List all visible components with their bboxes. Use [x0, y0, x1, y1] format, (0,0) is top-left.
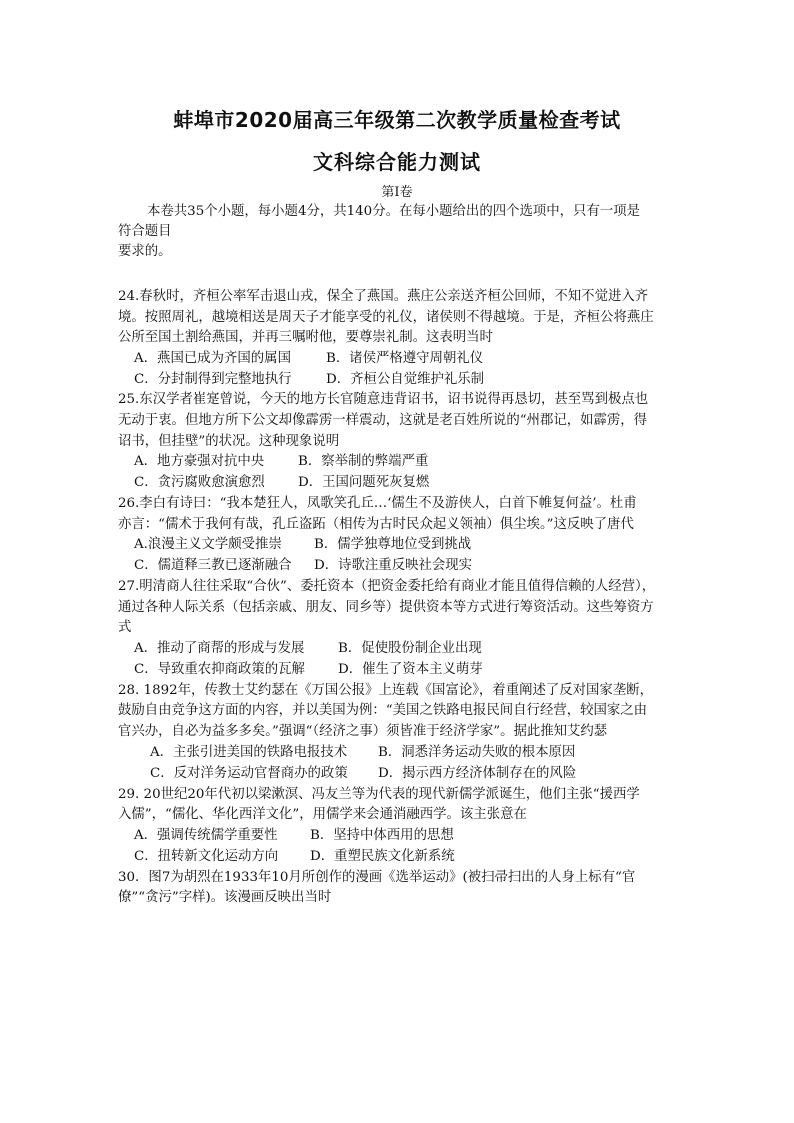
- option-c: C．导致重农抑商政策的瓦解: [134, 662, 305, 677]
- question-30-stem: 30．图7为胡烈在1933年10月所创作的漫画《选举运动》(被扫帚扫出的人身上标有“官: [118, 870, 636, 885]
- option-d: D．重塑民族文化新系统: [310, 849, 455, 864]
- question-24-stem: 24.春秋时，齐桓公率军击退山戎，保全了燕国。燕庄公亲送齐桓公回师，不知不觉进入齐: [118, 289, 649, 304]
- question-28-stem: 28. 1892年，传教士艾约瑟在《万国公报》上连载《国富论》，着重阐述了反对国家垄断，: [118, 683, 653, 698]
- option-d: D．揭示西方经济体制存在的风险: [378, 766, 577, 781]
- question-26-stem: 亦言：“儒术于我何有哉，孔丘盗跖（相传为古时民众起义领袖）俱尘埃。”这反映了唐代: [118, 517, 634, 532]
- question-27-stem: 式: [118, 620, 132, 635]
- question-25-stem: 无动于衷。但地方所下公文却像霹雳一样震动，这就是老百姓所说的“州郡记，如霹雳，得: [118, 413, 648, 428]
- option-c: C．反对洋务运动官督商办的政策: [150, 766, 348, 781]
- option-b: B．促使股份制企业出现: [338, 641, 482, 656]
- instructions-line: 符合题目: [118, 224, 172, 239]
- exam-subtitle: 文科综合能力测试: [313, 150, 481, 174]
- question-25-stem: 诏书，但挂壁”的状况。这种现象说明: [118, 434, 340, 449]
- option-a: A．燕国已成为齐国的属国: [134, 351, 291, 366]
- option-c: C．分封制得到完整地执行: [134, 372, 292, 387]
- option-b: B．儒学独尊地位受到挑战: [314, 537, 472, 552]
- option-a: A.浪漫主义文学颇受推崇: [134, 537, 282, 552]
- question-27-stem: 通过各种人际关系（包括亲戚、朋友、同乡等）提供资本等方式进行筹资活动。这些筹资方: [118, 600, 654, 615]
- option-d: D．催生了资本主义萌芽: [338, 662, 483, 677]
- option-d: D．王国问题死灰复燃: [298, 475, 430, 490]
- question-24-stem: 公所至国土割给燕国，并再三嘱咐他，要尊崇礼制。这表明当时: [118, 330, 493, 345]
- option-d: D．诗歌注重反映社会现实: [314, 558, 473, 573]
- option-b: B．诸侯严格遵守周朝礼仪: [326, 351, 484, 366]
- question-24-stem: 境。按照周礼，越境相送是周天子才能享受的礼仪，诸侯则不得越境。于是，齐桓公将燕庄: [118, 310, 654, 325]
- option-a: A．地方豪强对抗中央: [134, 454, 265, 469]
- option-c: C．贪污腐败愈演愈烈: [134, 475, 265, 490]
- option-c: C．儒道释三教已逐渐融合: [134, 558, 292, 573]
- question-26-stem: 26.李白有诗曰：“我本楚狂人，凤歌笑孔丘…‘儒生不及游侠人，白首下帷复何益’。杜甫: [118, 496, 637, 511]
- instructions-line: 要求的。: [118, 244, 172, 259]
- question-29-stem: 入儒”，“儒化、华化西洋文化”，用儒学来会通消融西学。该主张意在: [118, 807, 527, 822]
- question-29-stem: 29. 20世纪20年代初以梁漱溟、冯友兰等为代表的现代新儒学派诞生，他们主张“援西学: [118, 787, 640, 802]
- instructions-line: 本卷共35个小题，每小题4分，共140分。在每小题给出的四个选项中，只有一项是: [147, 204, 641, 219]
- question-28-stem: 鼓励自由竞争这方面的内容，并以美国为例：“美国之铁路电报民间自行经营，较国家之由: [118, 703, 648, 718]
- option-d: D．齐桓公自觉维护礼乐制: [326, 372, 485, 387]
- question-28-stem: 官兴办，自必为益多多矣。”强调“（经济之事）须皆准于经济学家”。据此推知艾约瑟: [118, 724, 608, 739]
- option-b: B．洞悉洋务运动失败的根本原因: [378, 745, 576, 760]
- question-30-stem: 僚”“贪污”字样)。该漫画反映出当时: [118, 890, 332, 905]
- option-b: B．察举制的弊端严重: [298, 454, 429, 469]
- option-b: B．坚持中体西用的思想: [310, 828, 454, 843]
- question-25-stem: 25.东汉学者崔寔曾说，今天的地方长官随意违背诏书，诏书说得再恳切，甚至骂到极点也: [118, 392, 649, 407]
- option-a: A．主张引进美国的铁路电报技术: [150, 745, 348, 760]
- question-27-stem: 27.明清商人往往采取“合伙”、委托资本（把资金委托给有商业才能且值得信赖的人经营），: [118, 579, 656, 594]
- section-label: 第Ⅰ卷: [381, 185, 413, 200]
- option-c: C．扭转新文化运动方向: [134, 849, 279, 864]
- option-a: A．推动了商帮的形成与发展: [134, 641, 305, 656]
- option-a: A．强调传统儒学重要性: [134, 828, 278, 843]
- exam-title: 蚌埠市2020届高三年级第二次教学质量检查考试: [173, 108, 621, 132]
